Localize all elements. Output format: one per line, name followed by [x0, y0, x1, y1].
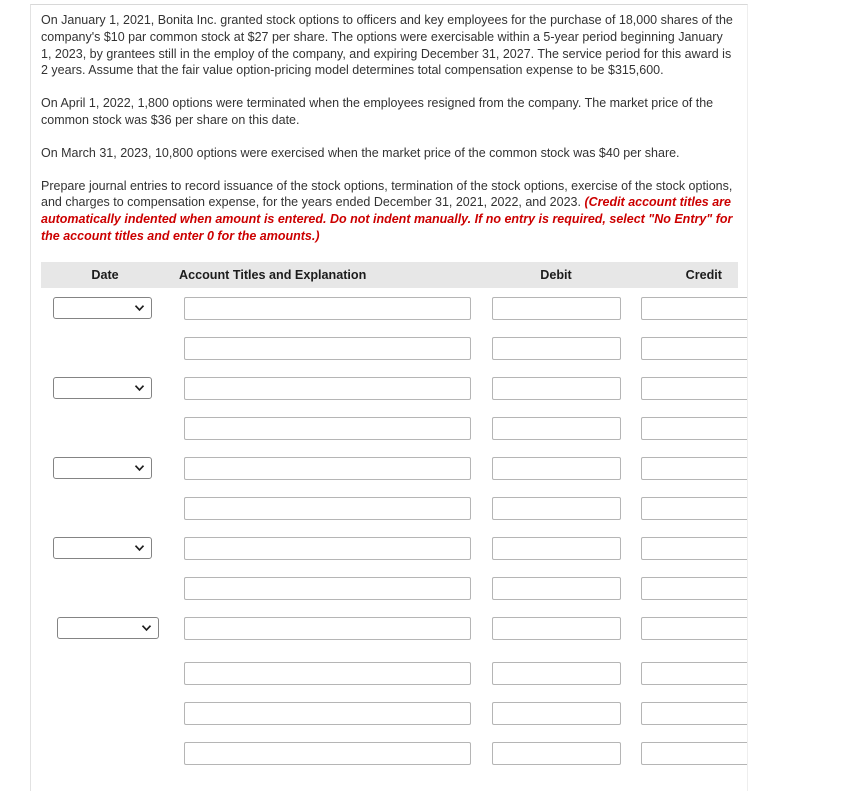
account-title-input[interactable] [184, 662, 471, 685]
account-cell [184, 497, 492, 520]
date-cell [41, 417, 184, 440]
debit-input[interactable] [492, 337, 621, 360]
header-date: Date [91, 267, 119, 282]
date-select-wrap [53, 537, 152, 559]
credit-cell [641, 617, 748, 640]
date-select[interactable] [53, 377, 152, 399]
debit-cell [492, 577, 641, 600]
date-cell [41, 577, 184, 600]
instructions-text: Prepare journal entries to record issuance of the stock options, termination of the stock options, exercise of the stock options, and charges to compensation expense, for the years ended December 31, 2021, 2022, and 2023. [41, 178, 733, 210]
date-cell [41, 497, 184, 520]
account-title-input[interactable] [184, 297, 471, 320]
date-select[interactable] [53, 457, 152, 479]
account-cell [184, 702, 492, 725]
account-title-input[interactable] [184, 377, 471, 400]
credit-cell [641, 662, 748, 685]
paragraph-instructions [41, 178, 735, 245]
journal-entry [41, 377, 747, 440]
journal-row [41, 417, 747, 440]
credit-input[interactable] [641, 742, 748, 765]
date-select-wrap [53, 297, 152, 319]
debit-cell [492, 537, 641, 560]
journal-row [41, 577, 747, 600]
date-cell [41, 337, 184, 360]
debit-input[interactable] [492, 417, 621, 440]
account-cell [184, 377, 492, 400]
credit-input[interactable] [641, 337, 748, 360]
credit-input[interactable] [641, 377, 748, 400]
date-select[interactable] [57, 617, 159, 639]
problem-statement [31, 5, 747, 245]
credit-cell [641, 742, 748, 765]
credit-cell [641, 537, 748, 560]
account-cell [184, 537, 492, 560]
credit-input[interactable] [641, 457, 748, 480]
account-cell [184, 337, 492, 360]
debit-input[interactable] [492, 537, 621, 560]
debit-input[interactable] [492, 297, 621, 320]
credit-cell [641, 702, 748, 725]
debit-input[interactable] [492, 457, 621, 480]
account-cell [184, 617, 492, 640]
account-title-input[interactable] [184, 537, 471, 560]
credit-cell [641, 577, 748, 600]
paragraph-grant: On January 1, 2021, Bonita Inc. granted stock options to officers and key employees for the purchase of 18,000 shares of the company's $10 par common stock at $27 per share. The options were exercisable within a 5-year period beginning January 1, 2023, by grantees still in the employ of the company, and expiring December 31, 2027. The service period for this award is 2 years. Assume that the fair value option-pricing model determines total compensation expense to be $315,600. [41, 13, 733, 78]
account-title-input[interactable] [184, 742, 471, 765]
date-select-wrap [57, 617, 159, 639]
debit-cell [492, 742, 641, 765]
journal-row [41, 297, 747, 320]
journal-row [41, 662, 747, 685]
header-account-titles: Account Titles and Explanation [179, 267, 367, 282]
journal-row [41, 617, 747, 640]
credit-input[interactable] [641, 702, 748, 725]
credit-input[interactable] [641, 662, 748, 685]
date-cell [41, 702, 184, 725]
header-credit: Credit [685, 267, 722, 282]
date-select-wrap [53, 457, 152, 479]
header-debit: Debit [540, 267, 572, 282]
journal-entry [41, 457, 747, 520]
debit-cell [492, 702, 641, 725]
date-cell [41, 457, 184, 480]
debit-input[interactable] [492, 702, 621, 725]
date-cell [41, 662, 184, 685]
journal-row [41, 457, 747, 480]
date-cell [41, 537, 184, 560]
debit-cell [492, 337, 641, 360]
debit-cell [492, 662, 641, 685]
credit-cell [641, 297, 748, 320]
journal-row [41, 377, 747, 400]
problem-panel [30, 4, 748, 791]
credit-input[interactable] [641, 497, 748, 520]
date-select[interactable] [53, 537, 152, 559]
account-title-input[interactable] [184, 617, 471, 640]
debit-input[interactable] [492, 742, 621, 765]
credit-input[interactable] [641, 297, 748, 320]
debit-cell [492, 497, 641, 520]
debit-input[interactable] [492, 662, 621, 685]
account-cell [184, 417, 492, 440]
account-title-input[interactable] [184, 417, 471, 440]
account-title-input[interactable] [184, 457, 471, 480]
journal-entry [41, 617, 747, 765]
debit-cell [492, 297, 641, 320]
debit-input[interactable] [492, 377, 621, 400]
debit-cell [492, 457, 641, 480]
date-cell [41, 742, 184, 765]
date-cell [41, 297, 184, 320]
journal-entry [41, 537, 747, 600]
credit-input[interactable] [641, 417, 748, 440]
date-select-wrap [53, 377, 152, 399]
credit-input[interactable] [641, 577, 748, 600]
journal-row [41, 742, 747, 765]
debit-input[interactable] [492, 497, 621, 520]
credit-cell [641, 417, 748, 440]
journal-row [41, 497, 747, 520]
debit-input[interactable] [492, 577, 621, 600]
debit-cell [492, 417, 641, 440]
account-title-input[interactable] [184, 337, 471, 360]
credit-cell [641, 377, 748, 400]
credit-cell [641, 337, 748, 360]
journal-row [41, 537, 747, 560]
journal-table-header [41, 262, 738, 288]
account-title-input[interactable] [184, 577, 471, 600]
journal-row [41, 702, 747, 725]
account-cell [184, 457, 492, 480]
date-select[interactable] [53, 297, 152, 319]
debit-cell [492, 617, 641, 640]
credit-input[interactable] [641, 617, 748, 640]
journal-rows [31, 297, 747, 765]
date-cell [41, 617, 184, 640]
paragraph-termination: On April 1, 2022, 1,800 options were terminated when the employees resigned from the company. The market price of the common stock was $36 per share on this date. [41, 96, 714, 127]
debit-input[interactable] [492, 617, 621, 640]
credit-cell [641, 457, 748, 480]
credit-input[interactable] [641, 537, 748, 560]
credit-cell [641, 497, 748, 520]
account-cell [184, 577, 492, 600]
debit-cell [492, 377, 641, 400]
account-cell [184, 662, 492, 685]
paragraph-exercise: On March 31, 2023, 10,800 options were exercised when the market price of the common stock was $40 per share. [41, 145, 680, 160]
account-title-input[interactable] [184, 497, 471, 520]
account-cell [184, 297, 492, 320]
instructions-note: (Credit account titles are automatically indented when amount is entered. Do not indent manually. If no entry is required, select "No Entry" for the account titles and enter 0 for the amounts.) [41, 195, 733, 243]
journal-row [41, 337, 747, 360]
date-cell [41, 377, 184, 400]
account-title-input[interactable] [184, 702, 471, 725]
account-cell [184, 742, 492, 765]
journal-entry [41, 297, 747, 360]
